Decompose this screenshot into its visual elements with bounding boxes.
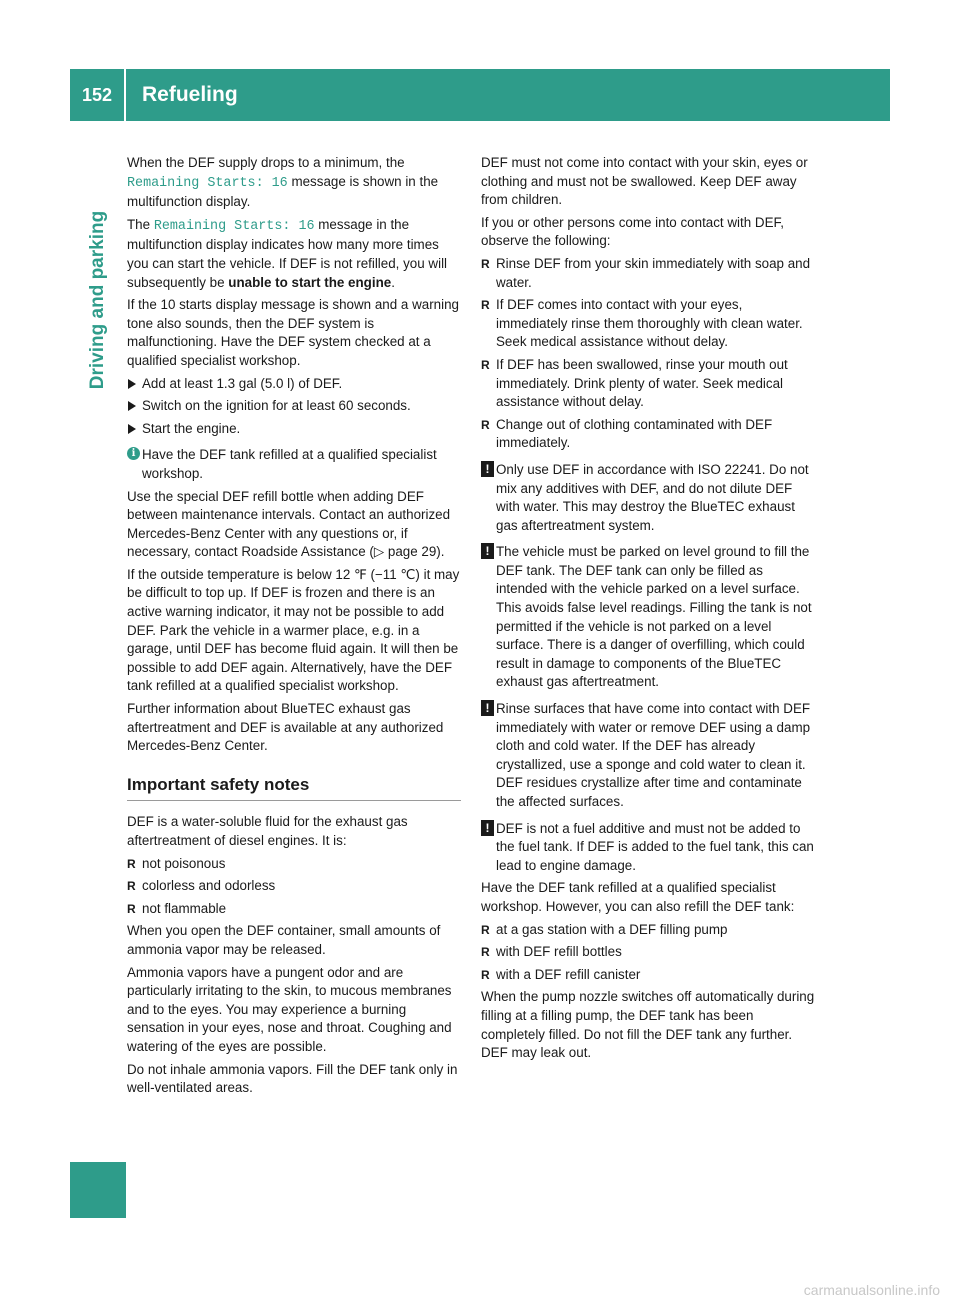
text: The <box>127 216 151 232</box>
list-item <box>127 900 461 919</box>
list-item <box>481 416 815 453</box>
text: message in the multifunction display indicates how many more times you can start the vehicle. If DEF is not refilled, you will subsequently be <box>127 216 448 290</box>
list-item <box>481 921 815 940</box>
paragraph <box>127 154 461 212</box>
list-text: with DEF refill bottles <box>496 944 622 960</box>
warning-note <box>481 700 815 812</box>
warning-text: Rinse surfaces that have come into contact with DEF immediately with water or remove DEF using a damp cloth and cold water. If the DEF has already crystallized, use a sponge and cold water to clean it. DEF residues crystallize after time and contaminate the affected surfaces. <box>496 701 811 809</box>
section-title: Refueling <box>142 83 238 106</box>
page-number: 152 <box>70 69 126 121</box>
bold-text: unable to start the engine <box>228 274 392 290</box>
step-text: Switch on the ignition for at least 60 seconds. <box>142 398 411 414</box>
note-text: Have the DEF tank refilled at a qualified specialist workshop. <box>142 447 437 481</box>
list-item <box>481 255 815 292</box>
paragraph: Ammonia vapors have a pungent odor and are particularly irritating to the skin, to mucous membranes and to the eyes. You may experience a burning sensation in your eyes, nose and throat. Coughing and watering of the eyes are possible. <box>127 964 452 1054</box>
warning-text: The vehicle must be parked on level ground to fill the DEF tank. The DEF tank can only be filled as intended with the vehicle parked on a level surface. This avoids false level readings. Filling the tank is not permitted if the vehicle is not parked on a level surface. There is a danger of overfilling, which could result in damage to components of the BlueTEC exhaust gas aftertreatment. <box>496 544 812 690</box>
list-text: colorless and odorless <box>142 878 276 894</box>
watermark: carmanualsonline.info <box>803 1282 940 1298</box>
warning-note <box>481 461 815 535</box>
list-text: If DEF comes into contact with your eyes, immediately rinse them thoroughly with clean water. Seek medical assistance without delay. <box>496 297 803 350</box>
right-column <box>481 154 815 1067</box>
step-item <box>127 397 461 416</box>
list-text: not poisonous <box>142 855 226 871</box>
side-block <box>70 1162 126 1218</box>
list-text: If DEF has been swallowed, rinse your mouth out immediately. Drink plenty of water. Seek medical assistance without delay. <box>496 356 788 410</box>
step-item <box>127 375 461 394</box>
paragraph: When the pump nozzle switches off automatically during filling at a filling pump, the DEF tank has been completely filled. Do not fill the DEF tank any further. DEF may leak out. <box>481 989 815 1061</box>
left-column <box>127 154 461 1102</box>
list-item <box>127 855 461 874</box>
list-text: Rinse DEF from your skin immediately with soap and water. <box>496 255 811 290</box>
paragraph: Use the special DEF refill bottle when adding DEF between maintenance intervals. Contact an authorized Mercedes-Benz Center with any questions or, if necessary, contact Roadside Assistance (▷ page 29). <box>127 488 451 560</box>
paragraph: DEF must not come into contact with your skin, eyes or clothing and must not be swallowed. Keep DEF away from children. <box>481 155 808 208</box>
list-item <box>127 877 461 896</box>
list-item <box>481 356 815 412</box>
paragraph: Have the DEF tank refilled at a qualified specialist workshop. However, you can also refill the DEF tank: <box>481 880 795 914</box>
warning-text: Only use DEF in accordance with ISO 22241. Do not mix any additives with DEF, and do not dilute DEF with water. This may destroy the BlueTEC exhaust gas aftertreatment system. <box>496 461 809 533</box>
text: When the DEF supply drops to a minimum, the <box>127 155 405 170</box>
paragraph: If you or other persons come into contact with DEF, observe the following: <box>481 214 784 249</box>
list-text: with a DEF refill canister <box>496 966 641 982</box>
text: message is shown in the multifunction display. <box>127 173 439 210</box>
info-note <box>127 446 461 483</box>
section-heading: Important safety notes <box>127 776 461 802</box>
warning-text: DEF is not a fuel additive and must not be added to the fuel tank. If DEF is added to the fuel tank, this can lead to engine damage. <box>496 820 814 873</box>
warning-icon: ! <box>481 543 494 559</box>
paragraph: DEF is a water-soluble fluid for the exhaust gas aftertreatment of diesel engines. It is: <box>127 814 408 848</box>
display-message: Remaining Starts: 16 <box>153 218 315 234</box>
warning-icon: ! <box>481 461 494 477</box>
warning-note <box>481 820 815 876</box>
paragraph: When you open the DEF container, small amounts of ammonia vapor may be released. <box>127 923 441 957</box>
step-text: Add at least 1.3 gal (5.0 l) of DEF. <box>142 375 343 391</box>
spacer <box>127 801 461 813</box>
paragraph: If the outside temperature is below 12 ℉ (−11 ℃) it may be difficult to top up. If DEF is frozen and there is an active warning indicator, it may not be possible to add DEF. Park the vehicle in a warmer place, e.g. in a garage, until DEF has become fluid again. It will then be possible to add DEF again. Alternatively, have the DEF tank refilled at a qualified specialist workshop. <box>127 566 460 694</box>
info-icon: i <box>127 447 140 460</box>
list-item <box>481 966 815 985</box>
list-text: at a gas station with a DEF filling pump <box>496 921 728 937</box>
warning-note <box>481 543 815 692</box>
step-text: Start the engine. <box>142 420 241 436</box>
list-item <box>481 296 815 352</box>
warning-icon: ! <box>481 700 494 716</box>
list-item <box>481 943 815 962</box>
display-message: Remaining Starts: 16 <box>127 175 288 191</box>
warning-icon: ! <box>481 820 494 836</box>
side-label: Driving and parking <box>87 210 108 390</box>
paragraph: Further information about BlueTEC exhaust gas aftertreatment and DEF is available at any authorized Mercedes-Benz Center. <box>127 701 444 754</box>
paragraph <box>127 216 461 292</box>
list-text: Change out of clothing contaminated with DEF immediately. <box>496 416 773 451</box>
step-item <box>127 420 461 439</box>
list-text: not flammable <box>142 900 227 916</box>
paragraph: If the 10 starts display message is shown and a warning tone also sounds, then the DEF system is malfunctioning. Have the DEF system checked at a qualified specialist workshop. <box>127 297 459 368</box>
text: . <box>391 274 395 290</box>
paragraph: Do not inhale ammonia vapors. Fill the DEF tank only in well-ventilated areas. <box>127 1061 458 1096</box>
